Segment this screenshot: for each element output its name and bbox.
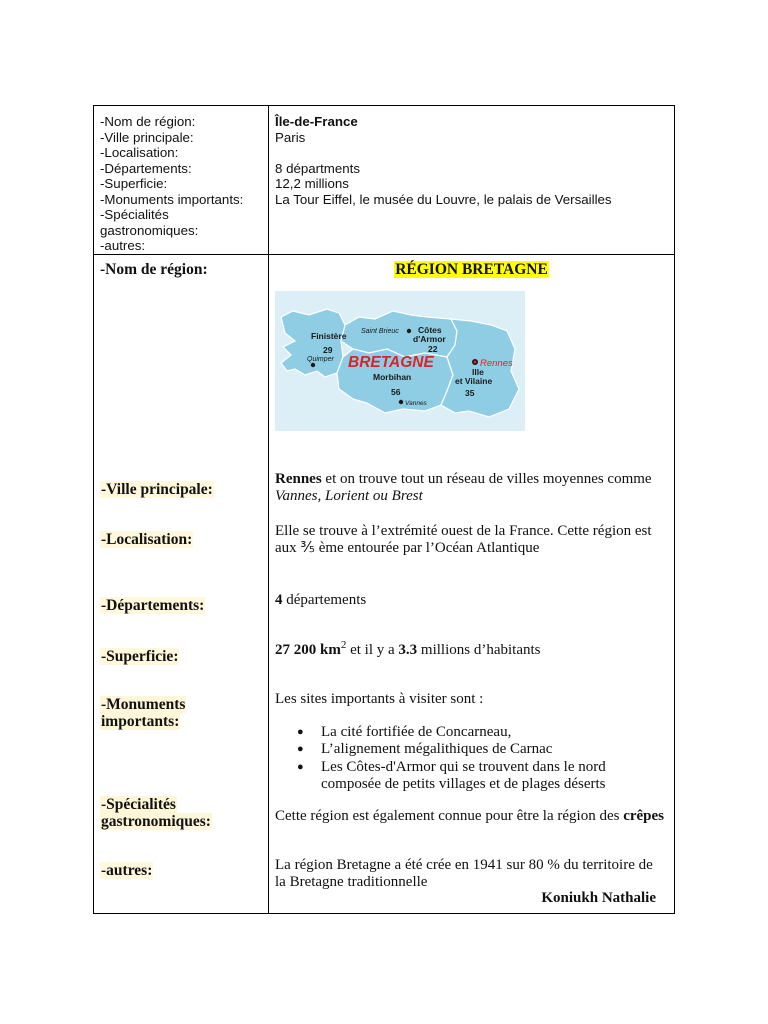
map-label-saint-brieuc: Saint Brieuc <box>361 327 399 335</box>
map-label-finistere: Finistère <box>311 330 347 341</box>
monuments-list-wrap <box>275 724 667 794</box>
label-localisation: -Localisation: <box>100 145 179 160</box>
map-label-morbihan-num: 56 <box>391 386 401 397</box>
label-ville: -Ville principale: <box>100 129 194 145</box>
label-nom: -Nom de région: <box>100 114 196 129</box>
map-label-quimper: Quimper <box>307 355 334 363</box>
map-label-cotes-1: Côtes <box>418 324 442 335</box>
label-gastronomiques: gastronomiques: <box>100 222 199 238</box>
bretagne-row <box>94 254 675 913</box>
map-label-finistere-num: 29 <box>323 344 333 355</box>
monuments-intro: Les sites importants à visiter sont : <box>275 690 484 707</box>
label-specialites-bretagne-2: gastronomiques: <box>101 812 211 830</box>
map-label-cotes-2: d'Armor <box>413 333 446 344</box>
map-label-vannes: Vannes <box>405 399 427 407</box>
list-item: ● Les Côtes-d'Armor qui se trouvent dans le nord composée de petits villages et de plages déserts <box>275 759 667 794</box>
monuments-value: La Tour Eiffel, le musée du Louvre, le palais de Versailles <box>275 191 612 207</box>
label-superficie: -Superficie: <box>100 176 168 191</box>
region-name-value: Île-de-France <box>275 114 358 129</box>
bretagne-map <box>275 291 525 431</box>
ile-de-france-labels <box>94 106 269 255</box>
label-departements: -Départements: <box>100 160 192 176</box>
label-superficie-bretagne: -Superficie: <box>101 647 179 665</box>
label-specialites-bretagne-1: -Spécialités <box>101 795 176 813</box>
autres-value: La région Bretagne a été crée en 1941 sur 80 % du territoire de la Bretagne traditionnelle <box>275 856 653 890</box>
map-label-ille-1: Ille <box>472 366 484 377</box>
list-item: ● La cité fortifiée de Concarneau, <box>275 724 667 742</box>
bretagne-labels <box>94 254 269 913</box>
region-table <box>93 105 675 914</box>
city-value: Paris <box>275 129 306 145</box>
specialites-value: Cette région est également connue pour être la région des crêpes <box>275 807 665 824</box>
label-localisation-bretagne: -Localisation: <box>101 530 193 548</box>
label-specialites: -Spécialités <box>100 207 169 222</box>
label-monuments-bretagne-2: importants: <box>101 712 180 730</box>
map-label-morbihan: Morbihan <box>373 371 412 382</box>
label-ville-bretagne: -Ville principale: <box>101 480 213 498</box>
ile-de-france-row <box>94 106 675 255</box>
population-value: 12,2 millions <box>275 176 349 191</box>
map-dot-saint-brieuc <box>407 328 411 332</box>
map-label-cotes-num: 22 <box>428 343 438 354</box>
list-item: ● L’alignement mégalithiques de Carnac <box>275 741 667 759</box>
ile-de-france-values <box>269 106 675 255</box>
map-label-ille-2: et Vilaine <box>455 375 493 386</box>
label-autres: -autres: <box>100 238 146 253</box>
localisation-value: Elle se trouve à l’extrémité ouest de la France. Cette région est aux ⅗ ème entourée par l’Océan Atlantique <box>275 522 652 556</box>
label-monuments: -Monuments importants: <box>100 191 244 207</box>
author-name: Koniukh Nathalie <box>541 889 656 906</box>
label-nom-bretagne: -Nom de région: <box>100 260 208 278</box>
departements-value: 4 départements <box>275 591 367 608</box>
map-title: BRETAGNE <box>348 353 434 371</box>
ville-value: Rennes et on trouve tout un réseau de villes moyennes comme Vannes, Lorient ou Brest <box>275 470 652 504</box>
map-dot-vannes <box>399 399 403 403</box>
superficie-value: 27 200 $km^2$ et il y a 3.3 millions d’habitants <box>275 638 541 658</box>
label-autres-bretagne: -autres: <box>101 861 153 879</box>
region-title: RÉGION BRETAGNE <box>395 260 548 278</box>
map-label-ille-num: 35 <box>465 387 475 398</box>
bretagne-values <box>269 254 675 913</box>
map-dot-quimper <box>311 362 315 366</box>
label-monuments-bretagne-1: -Monuments <box>101 695 186 713</box>
label-departements-bretagne: -Départements: <box>101 596 205 614</box>
departments-value: 8 départments <box>275 160 361 176</box>
map-label-rennes: Rennes <box>480 357 513 369</box>
monuments-list <box>275 724 667 794</box>
